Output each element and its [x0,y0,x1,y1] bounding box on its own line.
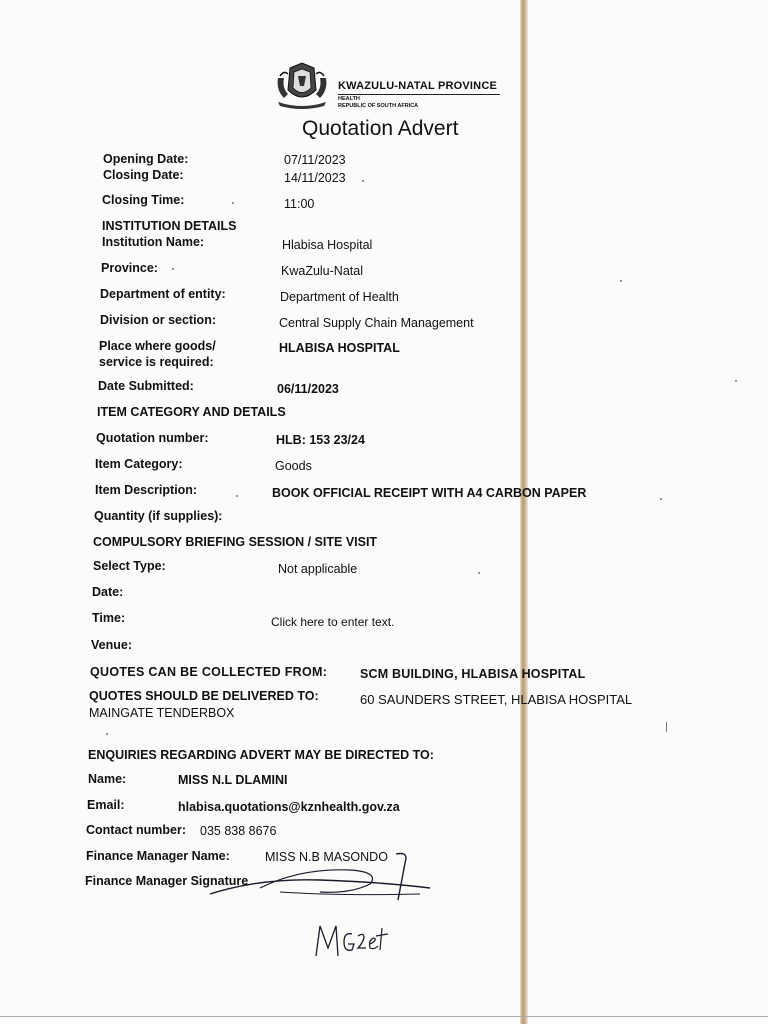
item-category-heading: ITEM CATEGORY AND DETAILS [97,405,286,419]
venue-label: Venue: [91,638,132,652]
paper-fold-line [520,0,528,1024]
scan-speck [620,280,622,282]
item-category-value: Goods [275,459,312,473]
division-value: Central Supply Chain Management [279,316,474,330]
item-description-value: BOOK OFFICIAL RECEIPT WITH A4 CARBON PAPER [272,486,587,500]
scan-speck [478,572,480,574]
time-label: Time: [92,611,126,625]
scan-speck [172,268,174,270]
enquiries-heading: ENQUIRIES REGARDING ADVERT MAY BE DIRECTED TO: [88,748,434,762]
item-category-label: Item Category: [95,457,183,471]
date-submitted-label: Date Submitted: [98,379,194,393]
item-description-label: Item Description: [95,483,198,497]
scan-speck [232,202,234,204]
finance-manager-signature-label: Finance Manager Signature [85,874,249,888]
scan-speck [106,733,108,735]
name-value: MISS N.L DLAMINI [178,773,288,787]
header-rule [338,94,500,95]
delivered-to-label: QUOTES SHOULD BE DELIVERED TO: [89,689,319,703]
scan-speck [236,495,238,497]
collected-from-label: QUOTES CAN BE COLLECTED FROM: [90,665,328,679]
email-label: Email: [87,798,125,812]
scan-speck [735,380,737,382]
province-heading: KWAZULU-NATAL PROVINCE [338,80,498,92]
place-label-line2: service is required: [99,355,214,369]
scan-speck [660,498,662,500]
contact-label: Contact number: [86,823,186,837]
health-subheading: HEALTH [338,96,360,102]
page-title: Quotation Advert [302,117,459,140]
place-label-line1: Place where goods/ [99,339,216,353]
province-label: Province: [101,261,158,275]
opening-date-label: Opening Date: [103,152,189,166]
email-value: hlabisa.quotations@kznhealth.gov.za [178,800,400,814]
closing-time-label: Closing Time: [102,193,185,207]
handwritten-signature [200,848,440,908]
republic-subheading: REPUBLIC OF SOUTH AFRICA [338,103,419,109]
collected-from-value: SCM BUILDING, HLABISA HOSPITAL [360,667,586,681]
handwritten-initials [312,918,392,962]
date-label: Date: [92,585,124,599]
page-bottom-edge [0,1016,768,1017]
name-label: Name: [88,772,127,786]
delivered-to-value: 60 SAUNDERS STREET, HLABISA HOSPITAL [360,692,633,707]
select-type-value: Not applicable [278,562,358,576]
scan-speck [666,722,667,732]
scan-speck [362,180,364,182]
institution-details-heading: INSTITUTION DETAILS [102,219,237,233]
date-submitted-value: 06/11/2023 [277,382,339,396]
delivered-to-line2: MAINGATE TENDERBOX [89,706,235,720]
contact-value: 035 838 8676 [200,824,277,838]
institution-name-label: Institution Name: [102,235,205,249]
time-placeholder-text: Click here to enter text. [271,615,395,629]
division-label: Division or section: [100,313,216,327]
quotation-number-value: HLB: 153 23/24 [276,433,365,447]
place-value: HLABISA HOSPITAL [279,341,400,355]
opening-date-value: 07/11/2023 [284,153,346,167]
select-type-label: Select Type: [93,559,166,573]
closing-date-value: 14/11/2023 [284,171,346,185]
quantity-label: Quantity (if supplies): [94,509,223,523]
finance-manager-name-label: Finance Manager Name: [86,849,230,863]
department-label: Department of entity: [100,287,226,301]
closing-time-value: 11:00 [284,197,315,211]
quotation-number-label: Quotation number: [96,431,209,445]
department-value: Department of Health [280,290,399,304]
finance-manager-name-value: MISS N.B MASONDO [265,850,388,864]
briefing-heading: COMPULSORY BRIEFING SESSION / SITE VISIT [93,535,378,549]
closing-date-label: Closing Date: [103,168,184,182]
institution-name-value: Hlabisa Hospital [282,238,373,252]
kzn-coat-of-arms-icon [272,60,332,110]
province-value: KwaZulu-Natal [281,264,363,278]
